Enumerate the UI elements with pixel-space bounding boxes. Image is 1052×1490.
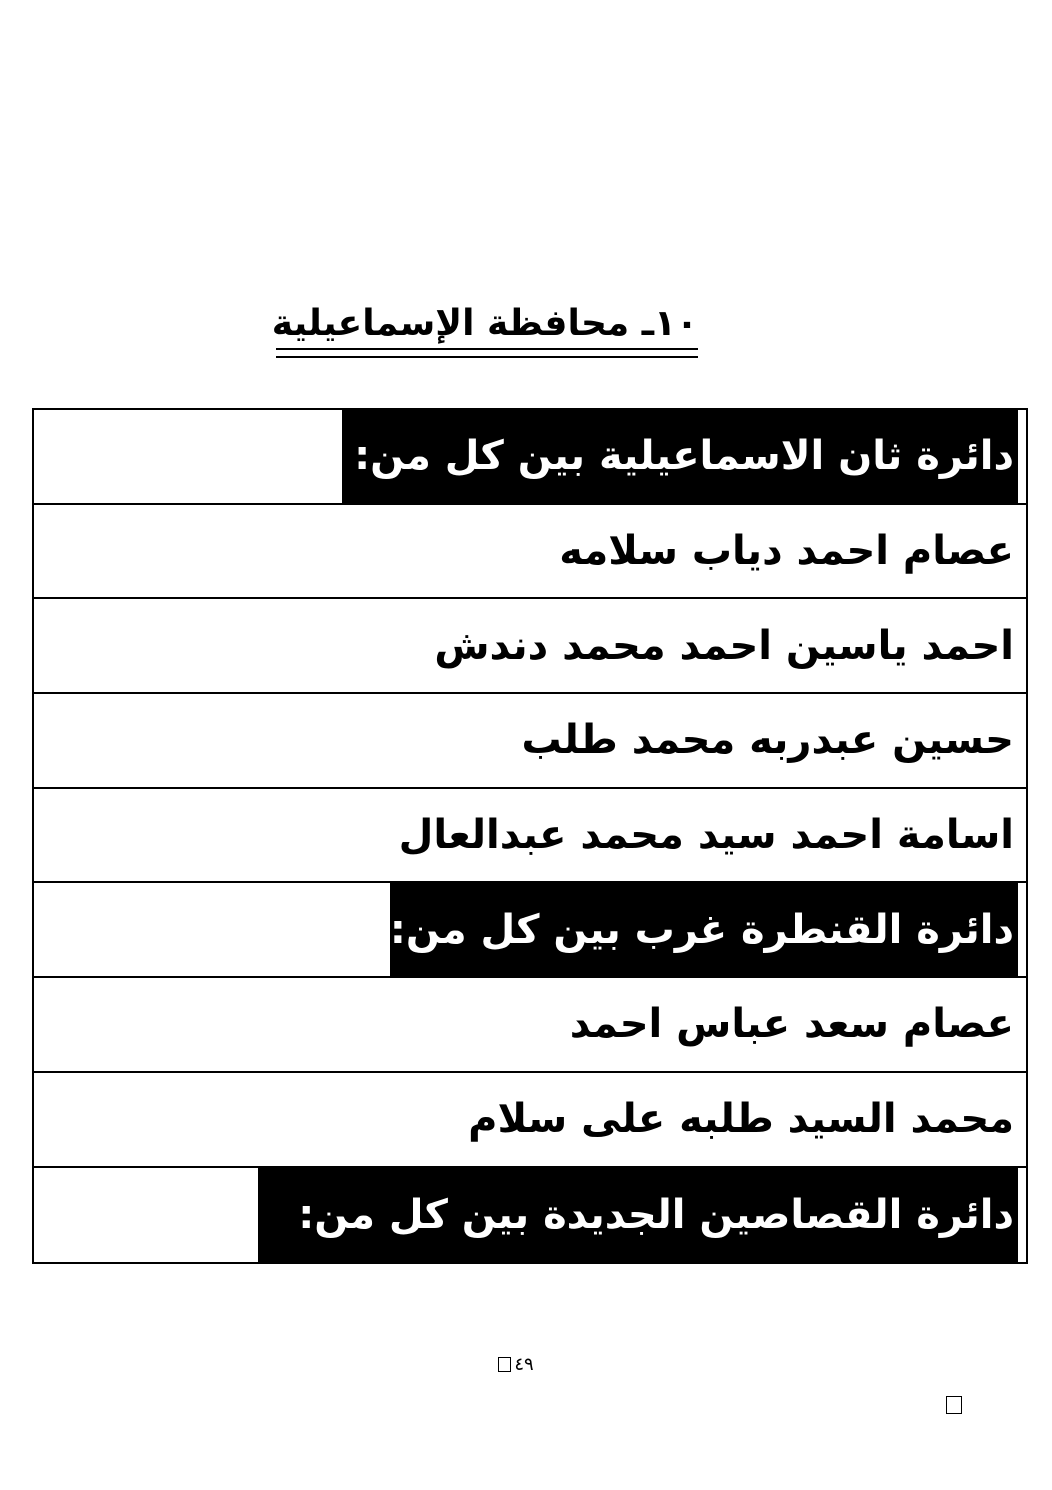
page-title: ١٠ـ محافظة الإسماعيلية [271,303,698,344]
candidate-name: عصام سعد عباس احمد [569,1001,1014,1048]
title-underline [276,348,698,350]
district-header-text: دائرة القصاصين الجديدة بين كل من: [298,1191,1014,1238]
candidate-name: احمد ياسين احمد محمد دندش [434,622,1014,669]
table-row [34,789,1026,884]
table-row [34,1073,1026,1168]
candidate-name: اسامة احمد سيد محمد عبدالعال [398,812,1014,859]
table-row-district-header [34,883,1026,978]
table-row [34,599,1026,694]
district-header-text: دائرة القنطرة غرب بين كل من: [389,906,1014,953]
table-row [34,505,1026,600]
title-underline-second [276,356,698,358]
missing-glyph-box-icon [946,1396,962,1414]
table-row [34,694,1026,789]
candidate-name: حسين عبدربه محمد طلب [521,717,1014,764]
table-row-district-header [34,410,1026,505]
candidate-name: محمد السيد طلبه على سلام [468,1096,1014,1143]
page-number-text: ٤٩ [514,1353,534,1375]
candidates-table [32,408,1028,1264]
page-number [486,1352,546,1376]
missing-glyph-box-icon [498,1357,511,1372]
table-row [34,978,1026,1073]
district-header-text: دائرة ثان الاسماعيلية بين كل من: [354,433,1014,480]
candidate-name: عصام احمد دياب سلامه [559,528,1014,575]
table-row-district-header [34,1168,1026,1263]
